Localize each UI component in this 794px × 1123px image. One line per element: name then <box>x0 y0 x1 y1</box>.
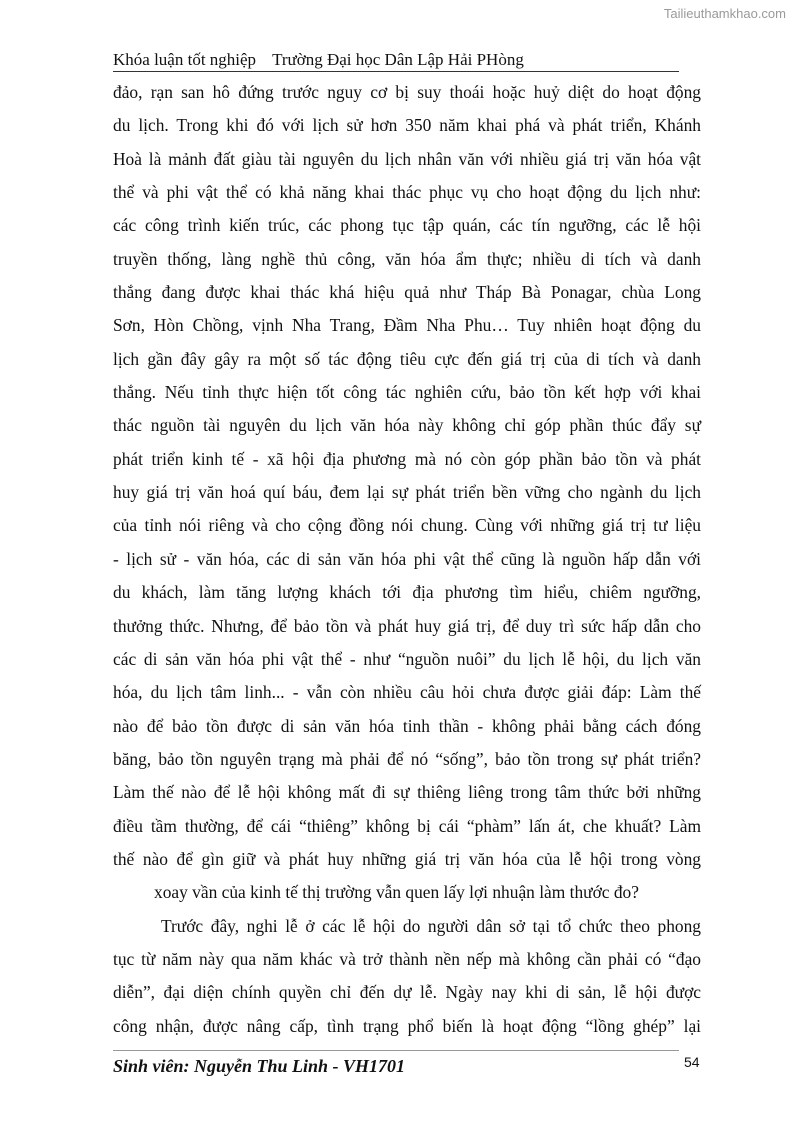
text-line: hóa, du lịch tâm linh... - vẫn còn nhiều câu hỏi chưa được giải đáp: Làm thế <box>113 682 701 703</box>
text-line: Làm thế nào để lễ hội không mất đi sự thiêng liêng trong tâm thức bởi những <box>113 782 701 803</box>
footer-divider <box>113 1050 679 1051</box>
text-line: thế nào để gìn giữ và phát huy những giá trị văn hóa của lễ hội trong vòng <box>113 848 701 869</box>
text-line: thắng. Nếu tỉnh thực hiện tốt công tác nghiên cứu, bảo tồn kết hợp với khai <box>113 382 701 403</box>
watermark-text: Tailieuthamkhao.com <box>663 6 786 21</box>
text-line: diễn”, đại diện chính quyền chỉ đến dự lễ. Ngày nay khi di sản, lễ hội được <box>113 982 701 1003</box>
text-line: tục từ năm này qua năm khác và trở thành nền nếp mà không cần phải có “đạo <box>113 948 701 969</box>
text-line: thưởng thức. Nhưng, để bảo tồn và phát huy giá trị, để duy trì sức hấp dẫn cho <box>113 615 701 636</box>
text-line: của tỉnh nói riêng và cho cộng đồng nói chung. Cùng với những giá trị tư liệu <box>113 515 701 536</box>
text-line: thể và phi vật thể có khả năng khai thác phục vụ cho hoạt động du lịch như: <box>113 182 701 203</box>
page-number: 54 <box>684 1054 700 1070</box>
text-line: đảo, rạn san hô đứng trước nguy cơ bị suy thoái hoặc huỷ diệt do hoạt động <box>113 82 701 102</box>
paragraph-first-line: Trước đây, nghi lễ ở các lễ hội do người dân sở tại tổ chức theo phong <box>161 915 701 936</box>
text-line: Sơn, Hòn Chồng, vịnh Nha Trang, Đầm Nha Phu… Tuy nhiên hoạt động du <box>113 315 701 336</box>
student-name: Sinh viên: Nguyễn Thu Linh - VH1701 <box>113 1056 406 1076</box>
text-line: lịch gần đây gây ra một số tác động tiêu cực đến giá trị của di tích và danh <box>113 348 701 369</box>
text-line: Hoà là mảnh đất giàu tài nguyên du lịch nhân văn với nhiều giá trị văn hóa vật <box>113 148 701 169</box>
text-line: truyền thống, làng nghề thủ công, văn hóa ẩm thực; nhiều di tích và danh <box>113 248 701 269</box>
text-line: phát triển kinh tế - xã hội địa phương mà nó còn góp phần bảo tồn và phát <box>113 448 701 469</box>
body-text <box>113 76 701 1043</box>
text-line: xoay vần của kinh tế thị trường vẫn quen lấy lợi nhuận làm thước đo? <box>154 882 639 903</box>
thesis-title: Khóa luận tốt nghiệp <box>113 50 257 69</box>
school-name: Trường Đại học Dân Lập Hải PHòng <box>272 50 524 69</box>
text-line: thắng đang được khai thác khá hiệu quả như Tháp Bà Ponagar, chùa Long <box>113 282 701 303</box>
text-line: công nhận, được nâng cấp, tình trạng phổ biến là hoạt động “lồng ghép” lại <box>113 1015 701 1036</box>
text-line: du khách, làm tăng lượng khách tới địa phương tìm hiểu, chiêm ngưỡng, <box>113 582 701 603</box>
header-divider <box>113 71 679 72</box>
text-line: huy giá trị văn hoá quí báu, đem lại sự phát triển bền vững cho ngành du lịch <box>113 482 701 503</box>
page-header <box>113 50 678 70</box>
text-line: băng, bảo tồn nguyên trạng mà phải để nó “sống”, bảo tồn trong sự phát triển? <box>113 748 701 769</box>
text-line: thác nguồn tài nguyên du lịch văn hóa này không chỉ góp phần thúc đẩy sự <box>113 415 701 436</box>
text-line: du lịch. Trong khi đó với lịch sử hơn 350 năm khai phá và phát triển, Khánh <box>113 115 701 136</box>
text-line: các di sản văn hóa phi vật thể - như “nguồn nuôi” du lịch lễ hội, du lịch văn <box>113 648 701 669</box>
text-line: điều tầm thường, để cái “thiêng” không bị cái “phàm” lấn át, che khuất? Làm <box>113 815 701 836</box>
text-line: nào để bảo tồn được di sản văn hóa tinh thần - không phải bằng cách đóng <box>113 715 701 736</box>
text-line: các công trình kiến trúc, các phong tục tập quán, các tín ngưỡng, các lễ hội <box>113 215 701 236</box>
text-line: - lịch sử - văn hóa, các di sản văn hóa phi vật thể cũng là nguồn hấp dẫn với <box>113 548 701 569</box>
